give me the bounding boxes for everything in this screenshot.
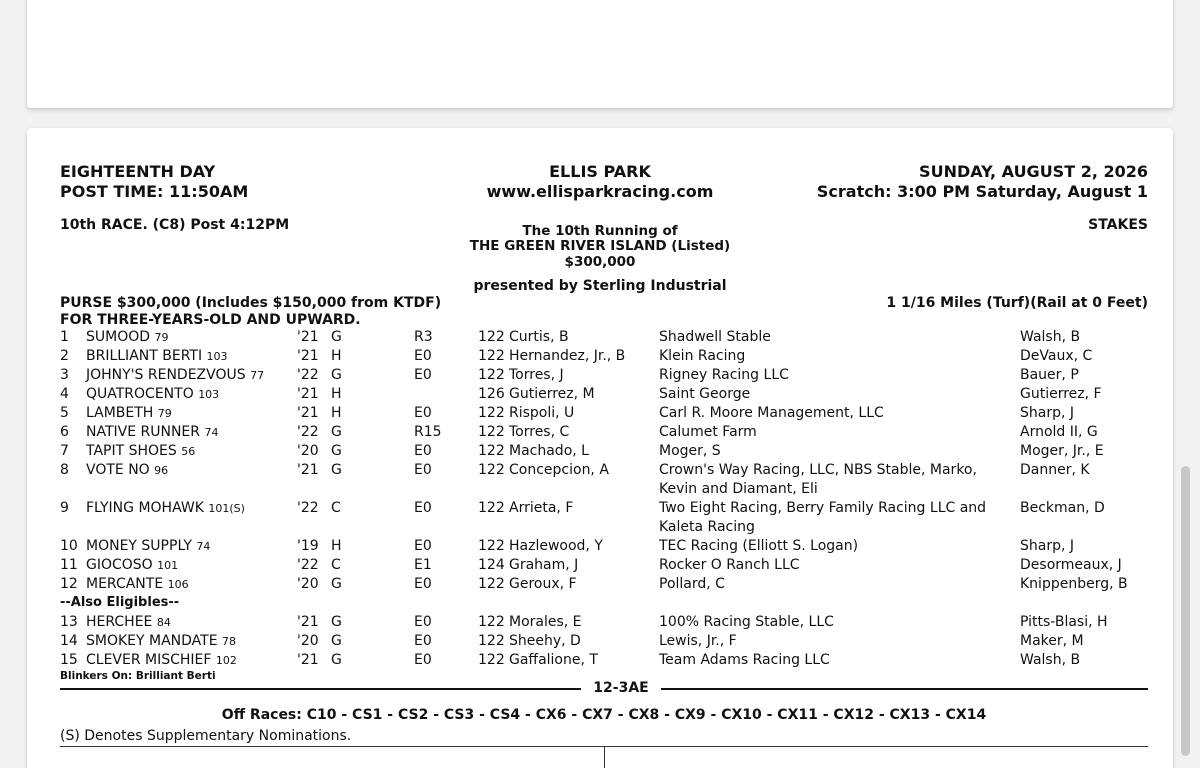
trainer: Sharp, J	[1020, 405, 1075, 421]
foal-year: '19	[297, 538, 319, 554]
sex: H	[331, 405, 342, 421]
horse-label: GIOCOSO	[86, 557, 153, 573]
running-line: The 10th Running of	[522, 223, 678, 239]
blinkers-note: Blinkers On: Brilliant Berti	[60, 670, 216, 682]
jockey: Gutierrez, M	[509, 386, 595, 402]
horse-label: LAMBETH	[86, 405, 154, 421]
also-eligibles-heading: --Also Eligibles--	[60, 595, 180, 610]
foal-year: '21	[297, 652, 319, 668]
sex: G	[331, 367, 342, 383]
horse-label: MONEY SUPPLY	[86, 538, 192, 554]
post-position: 7	[60, 443, 69, 459]
horse-name	[86, 442, 195, 461]
post-position: 11	[60, 557, 78, 573]
weight: 122	[478, 405, 505, 421]
foal-year: '20	[297, 633, 319, 649]
horse-name	[86, 632, 236, 651]
rating: 78	[222, 635, 237, 648]
foal-year: '22	[297, 500, 319, 516]
owner: Crown's Way Racing, LLC, NBS Stable, Marko, Kevin and Diamant, Eli	[659, 462, 977, 497]
trainer: Gutierrez, F	[1020, 386, 1102, 402]
condition-code: R3	[414, 329, 433, 345]
horse-label: MERCANTE	[86, 576, 164, 592]
horse-name	[86, 556, 178, 575]
condition-code: E0	[414, 462, 432, 478]
sex: G	[331, 443, 342, 459]
rating: 102	[215, 654, 237, 667]
foal-year: '21	[297, 329, 319, 345]
trainer: Bauer, P	[1020, 367, 1079, 383]
foal-year: '21	[297, 386, 319, 402]
rating: 79	[157, 407, 172, 420]
jockey: Gaffalione, T	[509, 652, 598, 668]
jockey: Graham, J	[509, 557, 579, 573]
horse-name	[86, 537, 210, 556]
horse-name	[86, 499, 245, 518]
post-position: 8	[60, 462, 69, 478]
divider-right	[661, 688, 1148, 690]
foal-year: '21	[297, 405, 319, 421]
jockey: Hazlewood, Y	[509, 538, 603, 554]
horse-name	[86, 385, 219, 404]
off-races-line: Off Races: C10 - CS1 - CS2 - CS3 - CS4 - CX6 - CX7 - CX8 - CX9 - CX10 - CX11 - CX12 - CX13 - CX14	[221, 707, 987, 723]
jockey: Curtis, B	[509, 329, 569, 345]
rating: 96	[154, 464, 169, 477]
condition-code: E0	[414, 500, 432, 516]
distance-line: 1 1/16 Miles (Turf)(Rail at 0 Feet)	[886, 295, 1148, 311]
owner: Shadwell Stable	[659, 329, 771, 345]
jockey: Morales, E	[509, 614, 582, 630]
horse-label: SMOKEY MANDATE	[86, 633, 218, 649]
trainer: Maker, M	[1020, 633, 1084, 649]
horse-label: HERCHEE	[86, 614, 153, 630]
weight: 122	[478, 652, 505, 668]
rating: 77	[250, 369, 265, 382]
trainer: Knippenberg, B	[1020, 576, 1128, 592]
post-position: 6	[60, 424, 69, 440]
weight: 122	[478, 329, 505, 345]
horse-name	[86, 366, 264, 385]
horse-label: SUMOOD	[86, 329, 151, 345]
post-position: 15	[60, 652, 78, 668]
owner: 100% Racing Stable, LLC	[659, 614, 834, 630]
rating: 101(S)	[208, 502, 245, 515]
race-day: EIGHTEENTH DAY	[60, 162, 216, 181]
condition-code: E0	[414, 652, 432, 668]
sex: H	[331, 348, 342, 364]
sex: C	[331, 557, 341, 573]
rating: 103	[206, 350, 228, 363]
jockey: Rispoli, U	[509, 405, 575, 421]
foal-year: '22	[297, 557, 319, 573]
rating: 84	[156, 616, 171, 629]
scratch-time: Scratch: 3:00 PM Saturday, August 1	[816, 182, 1148, 201]
stakes-name: THE GREEN RIVER ISLAND (Listed)	[469, 238, 731, 254]
owner: Pollard, C	[659, 576, 725, 592]
rating: 106	[167, 578, 189, 591]
jockey: Hernandez, Jr., B	[509, 348, 626, 364]
horse-label: VOTE NO	[86, 462, 150, 478]
post-time: POST TIME: 11:50AM	[60, 182, 249, 201]
purse-line: PURSE $300,000 (Includes $150,000 from KTDF)	[60, 295, 442, 311]
foal-year: '22	[297, 424, 319, 440]
horse-label: NATIVE RUNNER	[86, 424, 201, 440]
owner: Rocker O Ranch LLC	[659, 557, 800, 573]
foal-year: '21	[297, 462, 319, 478]
sex: C	[331, 500, 341, 516]
sex: H	[331, 538, 342, 554]
rating: 74	[204, 426, 219, 439]
trainer: Sharp, J	[1020, 538, 1075, 554]
horse-name	[86, 575, 189, 594]
table-row	[27, 499, 1173, 537]
jockey: Torres, C	[509, 424, 570, 440]
track-website[interactable]: www.ellisparkracing.com	[486, 182, 714, 201]
jockey: Torres, J	[509, 367, 564, 383]
weight: 122	[478, 367, 505, 383]
owner: Moger, S	[659, 443, 721, 459]
rating: 74	[196, 540, 211, 553]
foal-year: '22	[297, 367, 319, 383]
weight: 122	[478, 538, 505, 554]
trainer: Moger, Jr., E	[1020, 443, 1104, 459]
sex: G	[331, 652, 342, 668]
condition-code: E0	[414, 576, 432, 592]
weight: 122	[478, 633, 505, 649]
previous-page-card	[27, 0, 1173, 108]
race-number-line: 10th RACE. (C8) Post 4:12PM	[60, 217, 290, 233]
horse-label: CLEVER MISCHIEF	[86, 652, 212, 668]
weight: 122	[478, 348, 505, 364]
weight: 122	[478, 424, 505, 440]
horse-name	[86, 651, 237, 670]
owner: Calumet Farm	[659, 424, 757, 440]
sex: G	[331, 424, 342, 440]
sex: G	[331, 576, 342, 592]
trainer: Walsh, B	[1020, 329, 1081, 345]
trainer: DeVaux, C	[1020, 348, 1093, 364]
owner: Lewis, Jr., F	[659, 633, 737, 649]
condition-code: E0	[414, 538, 432, 554]
owner: Carl R. Moore Management, LLC	[659, 405, 884, 421]
weight: 124	[478, 557, 505, 573]
jockey: Geroux, F	[509, 576, 577, 592]
weight: 122	[478, 576, 505, 592]
rating: 101	[157, 559, 179, 572]
post-position: 9	[60, 500, 69, 516]
footer-separator	[604, 746, 605, 768]
sex: G	[331, 329, 342, 345]
horse-label: QUATROCENTO	[86, 386, 194, 402]
owner: Saint George	[659, 386, 751, 402]
trainer: Pitts-Blasi, H	[1020, 614, 1108, 630]
horse-name	[86, 613, 171, 632]
foal-year: '20	[297, 576, 319, 592]
post-position: 3	[60, 367, 69, 383]
condition-code: E0	[414, 405, 432, 421]
trainer: Arnold II, G	[1020, 424, 1098, 440]
rating: 56	[181, 445, 196, 458]
horse-label: BRILLIANT BERTI	[86, 348, 203, 364]
table-row	[27, 461, 1173, 499]
post-position: 10	[60, 538, 78, 554]
horse-label: TAPIT SHOES	[86, 443, 177, 459]
condition-code: E0	[414, 443, 432, 459]
weight: 122	[478, 614, 505, 630]
horse-label: JOHNY'S RENDEZVOUS	[86, 367, 246, 383]
horse-name	[86, 404, 172, 423]
race-type: STAKES	[1088, 217, 1148, 233]
owner: Team Adams Racing LLC	[659, 652, 830, 668]
track-name: ELLIS PARK	[549, 162, 651, 181]
conditions-line: FOR THREE-YEARS-OLD AND UPWARD.	[60, 312, 361, 328]
condition-code: E1	[414, 557, 432, 573]
trainer: Beckman, D	[1020, 500, 1105, 516]
rating: 79	[154, 331, 169, 344]
condition-code: E0	[414, 633, 432, 649]
post-position: 4	[60, 386, 69, 402]
horse-name	[86, 461, 168, 480]
condition-code: E0	[414, 614, 432, 630]
trainer: Walsh, B	[1020, 652, 1081, 668]
trainer: Desormeaux, J	[1020, 557, 1122, 573]
overnight-page-card	[27, 128, 1173, 768]
owner: Two Eight Racing, Berry Family Racing LLC and Kaleta Racing	[659, 500, 987, 535]
horse-label: FLYING MOHAWK	[86, 500, 204, 516]
foal-year: '20	[297, 443, 319, 459]
horse-name	[86, 328, 169, 347]
race-date: SUNDAY, AUGUST 2, 2026	[919, 162, 1148, 181]
owner: Rigney Racing LLC	[659, 367, 789, 383]
race-code: 12-3AE	[593, 680, 649, 696]
jockey: Sheehy, D	[509, 633, 581, 649]
sex: G	[331, 614, 342, 630]
jockey: Concepcion, A	[509, 462, 609, 478]
post-position: 5	[60, 405, 69, 421]
sex: G	[331, 633, 342, 649]
condition-code: E0	[414, 348, 432, 364]
post-position: 12	[60, 576, 78, 592]
divider-left	[60, 688, 581, 690]
sex: G	[331, 462, 342, 478]
weight: 122	[478, 443, 505, 459]
stakes-amount: $300,000	[564, 254, 636, 270]
post-position: 1	[60, 329, 69, 345]
scrollbar-thumb[interactable]	[1181, 466, 1190, 756]
post-position: 14	[60, 633, 78, 649]
sponsor-line: presented by Sterling Industrial	[473, 278, 727, 294]
owner: TEC Racing (Elliott S. Logan)	[659, 538, 859, 554]
foal-year: '21	[297, 614, 319, 630]
sex: H	[331, 386, 342, 402]
post-position: 13	[60, 614, 78, 630]
trainer: Danner, K	[1020, 462, 1090, 478]
weight: 122	[478, 500, 505, 516]
owner: Klein Racing	[659, 348, 746, 364]
rating: 103	[198, 388, 220, 401]
horse-name	[86, 423, 218, 442]
condition-code: R15	[414, 424, 442, 440]
jockey: Arrieta, F	[509, 500, 574, 516]
post-position: 2	[60, 348, 69, 364]
jockey: Machado, L	[509, 443, 589, 459]
condition-code: E0	[414, 367, 432, 383]
weight: 126	[478, 386, 505, 402]
horse-name	[86, 347, 228, 366]
weight: 122	[478, 462, 505, 478]
supplementary-note: (S) Denotes Supplementary Nominations.	[60, 728, 352, 744]
foal-year: '21	[297, 348, 319, 364]
